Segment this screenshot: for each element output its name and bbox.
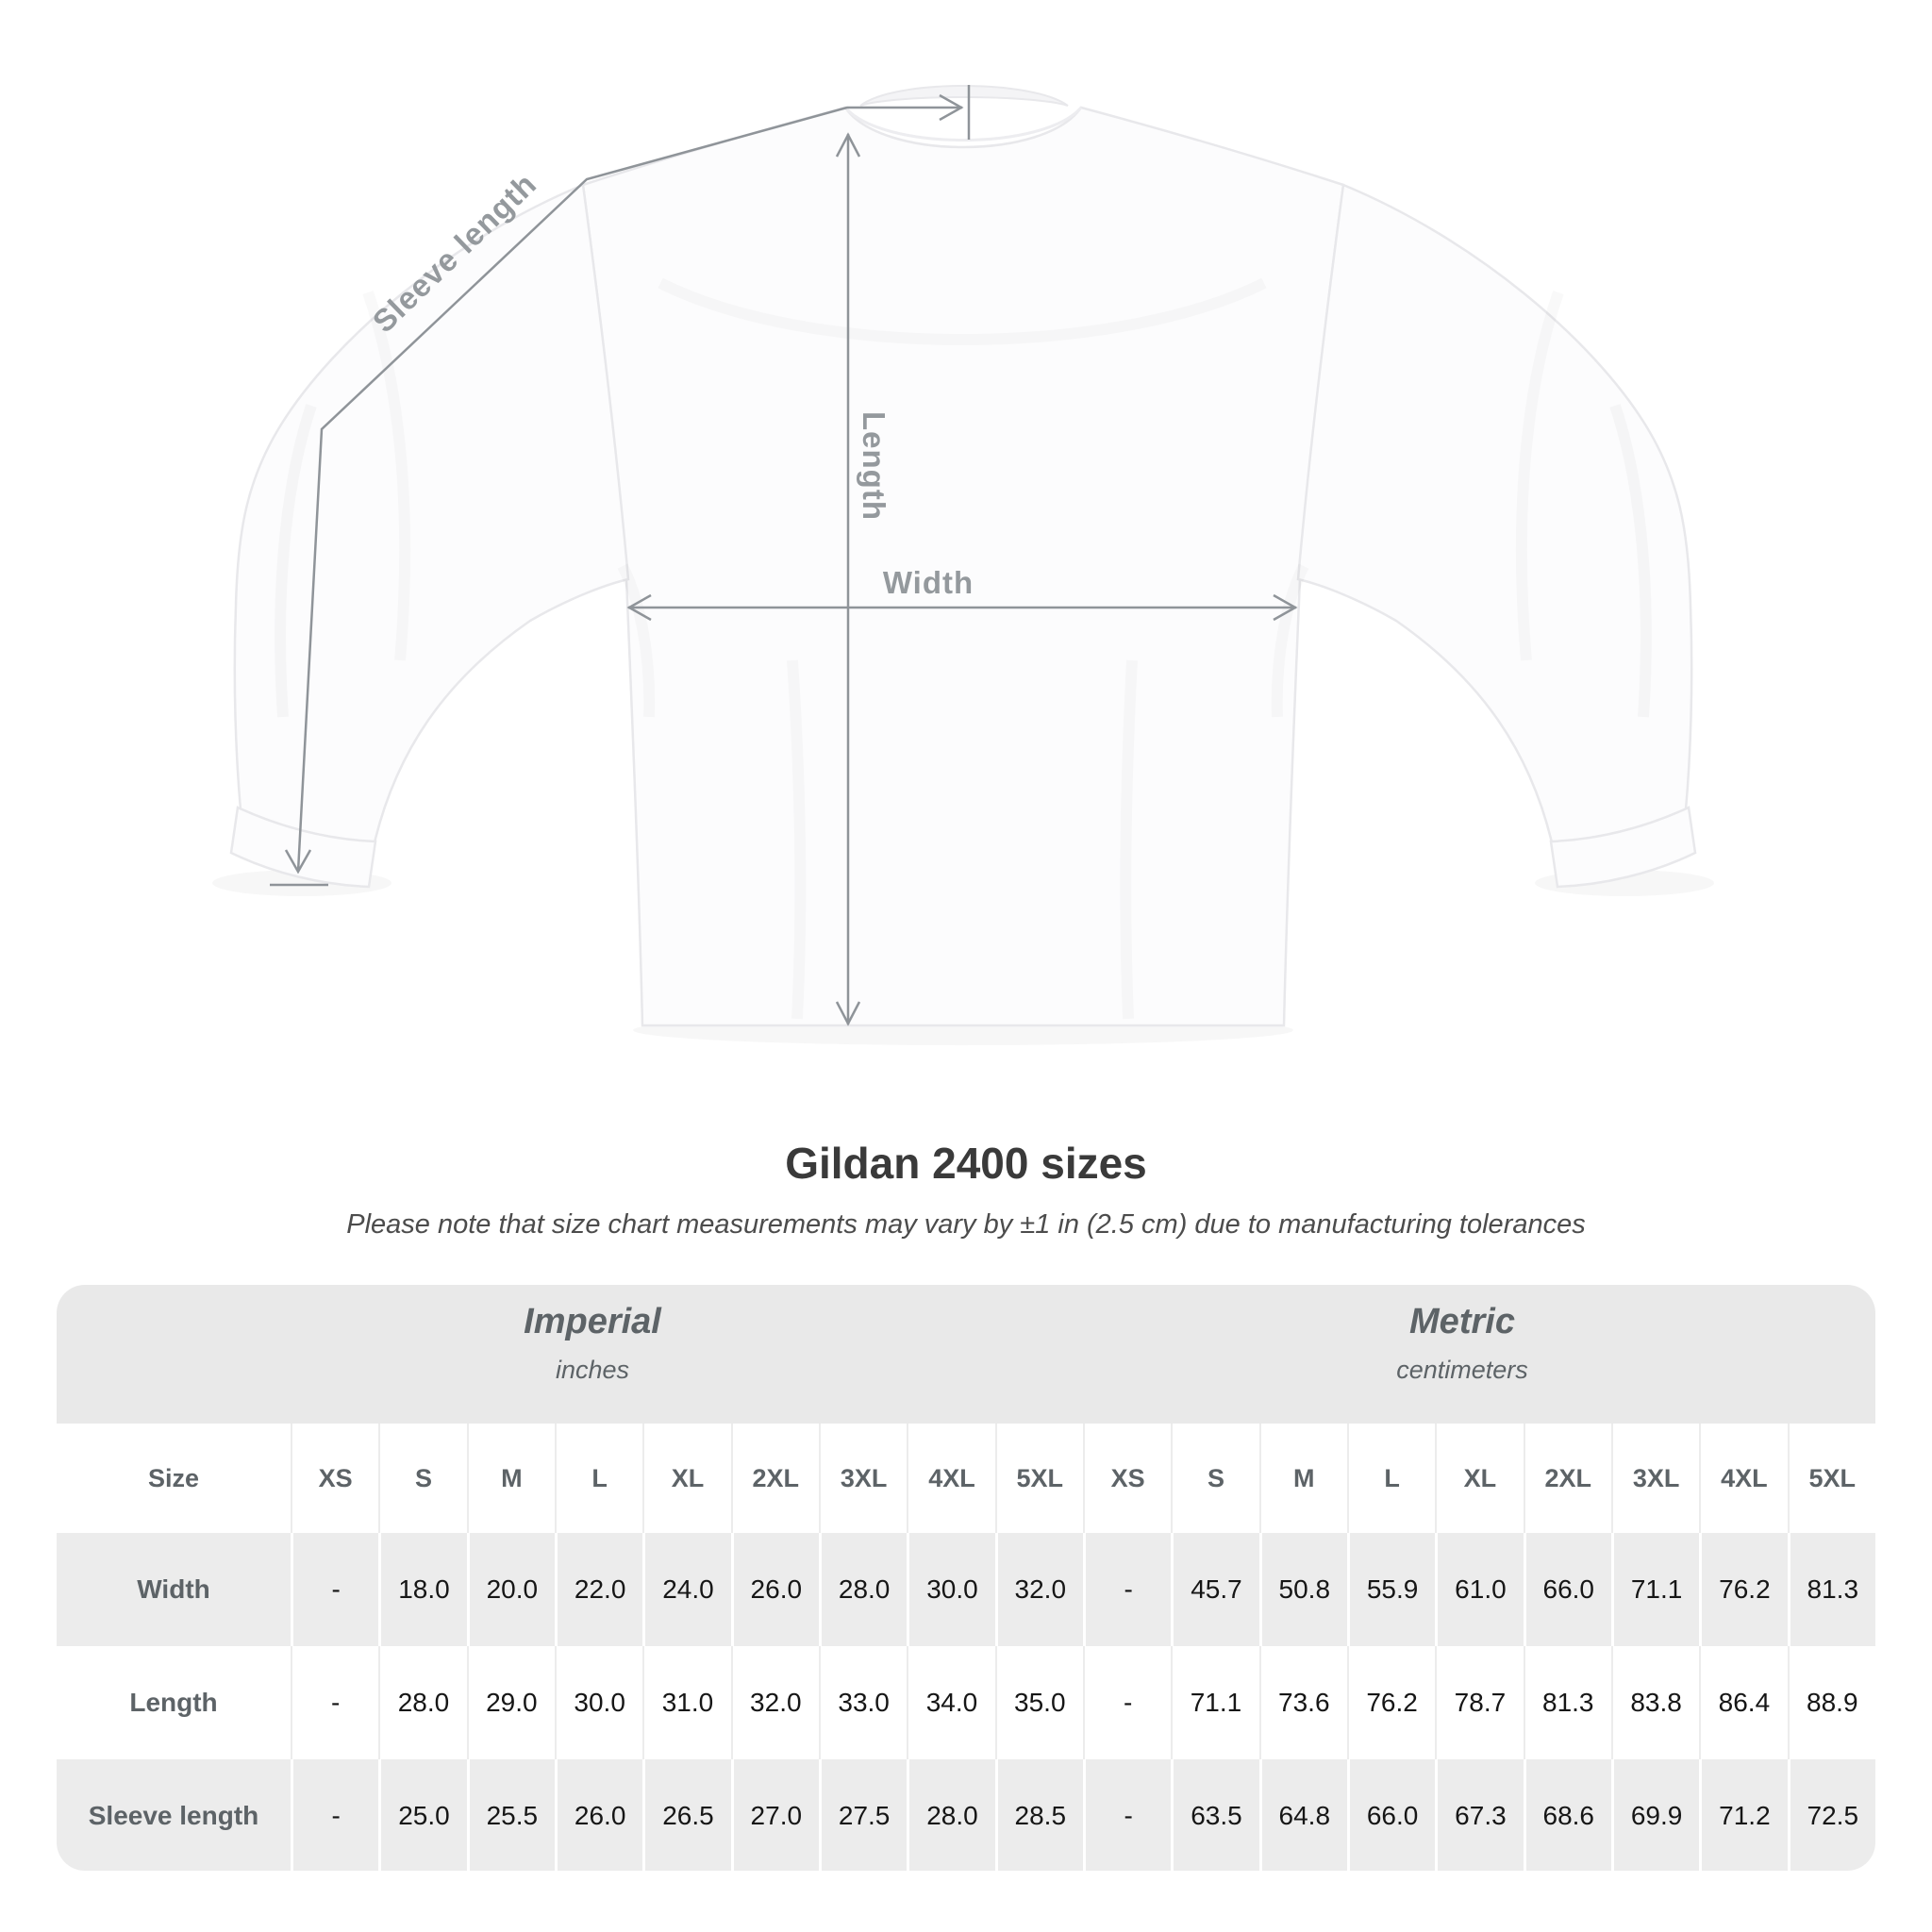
length-label: Length — [857, 411, 891, 521]
size-header-metric-s: S — [1171, 1424, 1258, 1533]
row-label: Length — [57, 1646, 291, 1759]
metric-value-cell: 73.6 — [1259, 1646, 1347, 1759]
imperial-value-cell: 33.0 — [819, 1646, 907, 1759]
imperial-value-cell: 32.0 — [731, 1646, 819, 1759]
size-header-imperial-5xl: 5XL — [995, 1424, 1083, 1533]
size-header-metric-3xl: 3XL — [1611, 1424, 1699, 1533]
metric-value-cell: 78.7 — [1435, 1646, 1523, 1759]
metric-value-cell: 66.0 — [1347, 1759, 1435, 1871]
metric-section-header — [1396, 1302, 1528, 1385]
metric-value-cell: 71.1 — [1611, 1533, 1699, 1646]
measurement-row-sleeve-length — [57, 1759, 1875, 1871]
metric-value-cell: 88.9 — [1788, 1646, 1875, 1759]
metric-title: Metric — [1409, 1302, 1515, 1341]
size-header-metric-xs: XS — [1083, 1424, 1171, 1533]
imperial-value-cell: 26.0 — [555, 1759, 642, 1871]
size-header-metric-m: M — [1259, 1424, 1347, 1533]
imperial-value-cell: 28.0 — [378, 1646, 466, 1759]
imperial-value-cell: 25.5 — [467, 1759, 555, 1871]
metric-value-cell: - — [1083, 1646, 1171, 1759]
metric-value-cell: 69.9 — [1611, 1759, 1699, 1871]
imperial-value-cell: - — [291, 1646, 378, 1759]
width-label: Width — [882, 565, 974, 600]
metric-unit: centimeters — [1396, 1356, 1528, 1384]
imperial-value-cell: 27.0 — [731, 1759, 819, 1871]
metric-value-cell: - — [1083, 1533, 1171, 1646]
size-header-metric-xl: XL — [1435, 1424, 1523, 1533]
imperial-value-cell: 30.0 — [555, 1646, 642, 1759]
imperial-value-cell: 35.0 — [995, 1646, 1083, 1759]
metric-value-cell: 66.0 — [1524, 1533, 1611, 1646]
imperial-title: Imperial — [524, 1302, 661, 1341]
imperial-value-cell: 28.0 — [819, 1533, 907, 1646]
metric-value-cell: 50.8 — [1259, 1533, 1347, 1646]
imperial-value-cell: 34.0 — [907, 1646, 994, 1759]
imperial-value-cell: 22.0 — [555, 1533, 642, 1646]
metric-value-cell: 64.8 — [1259, 1759, 1347, 1871]
size-header-imperial-3xl: 3XL — [819, 1424, 907, 1533]
metric-value-cell: 76.2 — [1347, 1646, 1435, 1759]
size-header-metric-2xl: 2XL — [1524, 1424, 1611, 1533]
right-sleeve — [1298, 185, 1691, 842]
imperial-value-cell: 25.0 — [378, 1759, 466, 1871]
size-header-metric-l: L — [1347, 1424, 1435, 1533]
measurement-row-length — [57, 1646, 1875, 1759]
size-table-grid — [57, 1285, 1875, 1871]
metric-value-cell: 67.3 — [1435, 1759, 1523, 1871]
imperial-value-cell: - — [291, 1533, 378, 1646]
sleeve-length-label: Sleeve length — [365, 165, 543, 340]
page-title: Gildan 2400 sizes — [785, 1139, 1147, 1188]
units-band-row — [57, 1285, 1875, 1424]
metric-value-cell: 55.9 — [1347, 1533, 1435, 1646]
size-table-body — [57, 1285, 1875, 1871]
imperial-value-cell: 24.0 — [642, 1533, 730, 1646]
imperial-value-cell: 28.0 — [907, 1759, 994, 1871]
size-header-metric-5xl: 5XL — [1788, 1424, 1875, 1533]
metric-value-cell: 86.4 — [1699, 1646, 1787, 1759]
metric-value-cell: 76.2 — [1699, 1533, 1787, 1646]
imperial-value-cell: 30.0 — [907, 1533, 994, 1646]
imperial-section-header — [524, 1302, 661, 1385]
metric-value-cell: 45.7 — [1171, 1533, 1258, 1646]
imperial-value-cell: 20.0 — [467, 1533, 555, 1646]
size-header-row — [57, 1424, 1875, 1533]
imperial-unit: inches — [555, 1356, 630, 1384]
size-column-header: Size — [57, 1424, 291, 1533]
row-label: Width — [57, 1533, 291, 1646]
units-band — [57, 1285, 1875, 1424]
size-table — [57, 1285, 1875, 1871]
metric-value-cell: 72.5 — [1788, 1759, 1875, 1871]
imperial-value-cell: 26.0 — [731, 1533, 819, 1646]
imperial-value-cell: 26.5 — [642, 1759, 730, 1871]
metric-value-cell: - — [1083, 1759, 1171, 1871]
size-header-imperial-4xl: 4XL — [907, 1424, 994, 1533]
collar-back — [860, 86, 1068, 106]
size-header-imperial-s: S — [378, 1424, 466, 1533]
imperial-value-cell: 31.0 — [642, 1646, 730, 1759]
imperial-value-cell: 27.5 — [819, 1759, 907, 1871]
size-header-imperial-l: L — [555, 1424, 642, 1533]
imperial-value-cell: - — [291, 1759, 378, 1871]
metric-value-cell: 71.1 — [1171, 1646, 1258, 1759]
imperial-value-cell: 32.0 — [995, 1533, 1083, 1646]
metric-value-cell: 81.3 — [1524, 1646, 1611, 1759]
size-header-imperial-2xl: 2XL — [731, 1424, 819, 1533]
row-label: Sleeve length — [57, 1759, 291, 1871]
metric-value-cell: 61.0 — [1435, 1533, 1523, 1646]
metric-value-cell: 81.3 — [1788, 1533, 1875, 1646]
tolerance-note: Please note that size chart measurements may vary by ±1 in (2.5 cm) due to manufacturing tolerances — [346, 1209, 1586, 1240]
size-header-imperial-m: M — [467, 1424, 555, 1533]
metric-value-cell: 71.2 — [1699, 1759, 1787, 1871]
imperial-value-cell: 18.0 — [378, 1533, 466, 1646]
size-header-imperial-xl: XL — [642, 1424, 730, 1533]
size-header-metric-4xl: 4XL — [1699, 1424, 1787, 1533]
metric-value-cell: 68.6 — [1524, 1759, 1611, 1871]
measurement-row-width — [57, 1533, 1875, 1646]
size-header-imperial-xs: XS — [291, 1424, 378, 1533]
metric-value-cell: 83.8 — [1611, 1646, 1699, 1759]
imperial-value-cell: 29.0 — [467, 1646, 555, 1759]
imperial-value-cell: 28.5 — [995, 1759, 1083, 1871]
metric-value-cell: 63.5 — [1171, 1759, 1258, 1871]
